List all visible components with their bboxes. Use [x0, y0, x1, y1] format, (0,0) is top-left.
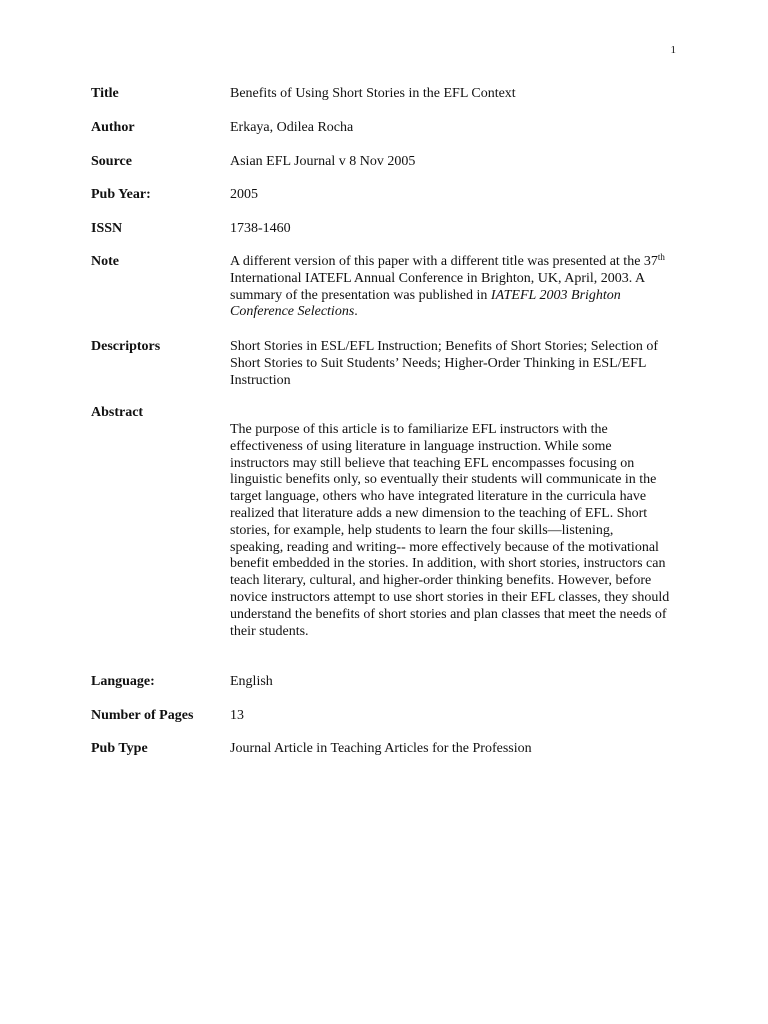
pub-type-value: Journal Article in Teaching Articles for the Profession [230, 741, 532, 756]
abstract-label: Abstract [91, 405, 144, 420]
descriptors-label: Descriptors [91, 339, 161, 354]
note-value [230, 254, 678, 321]
note-text-1: A different version of this paper with a different title was presented at the 37 [230, 254, 658, 269]
source-label: Source [91, 154, 132, 169]
author-label: Author [91, 120, 135, 135]
note-superscript: th [657, 252, 665, 262]
source-value: Asian EFL Journal v 8 Nov 2005 [230, 154, 416, 169]
number-of-pages-label: Number of Pages [91, 708, 194, 723]
title-label: Title [91, 86, 119, 101]
descriptors-value: Short Stories in ESL/EFL Instruction; Benefits of Short Stories; Selection of Short Stories to Suit Students’ Needs; Higher-Order Thinking in ESL/EFL Instruction [230, 339, 659, 388]
issn-label: ISSN [91, 221, 123, 236]
pub-type-label: Pub Type [91, 741, 148, 756]
pub-year-label: Pub Year: [91, 187, 151, 202]
abstract-value: The purpose of this article is to familiarize EFL instructors with the effectiveness of using literature in language instruction. While some instructors may still believe that teaching EFL encompasses focusing on linguistic benefits only, so eventually their students will communicate in the target language, others who have integrated literature in the curricula have realized that literature adds a new dimension to the teaching of EFL. Short stories, for example, help students to learn the four skills—listening, speaking, reading and writing-- more effectively because of the motivational benefit embedded in the stories. In addition, with short stories, instructors can teach literary, cultural, and higher-order thinking benefits. However, before novice instructors attempt to use short stories in their EFL classes, they should understand the benefits of short stories and plan classes that meet the needs of their students. [230, 422, 670, 639]
note-italic-title: IATEFL 2003 Brighton Conference Selections [230, 287, 621, 320]
language-value: English [230, 674, 273, 689]
page-number: 1 [670, 44, 676, 56]
note-text-3: . [354, 304, 358, 320]
issn-value: 1738-1460 [230, 221, 291, 236]
author-value: Erkaya, Odilea Rocha [230, 120, 354, 135]
note-label: Note [91, 254, 119, 269]
note-text-2: International IATEFL Annual Conference in Brighton, UK, April, 2003. A summary of the presentation was published in [230, 270, 645, 303]
pub-year-value: 2005 [230, 187, 258, 202]
title-value: Benefits of Using Short Stories in the EFL Context [230, 86, 516, 101]
number-of-pages-value: 13 [230, 708, 244, 723]
language-label: Language: [91, 674, 155, 689]
